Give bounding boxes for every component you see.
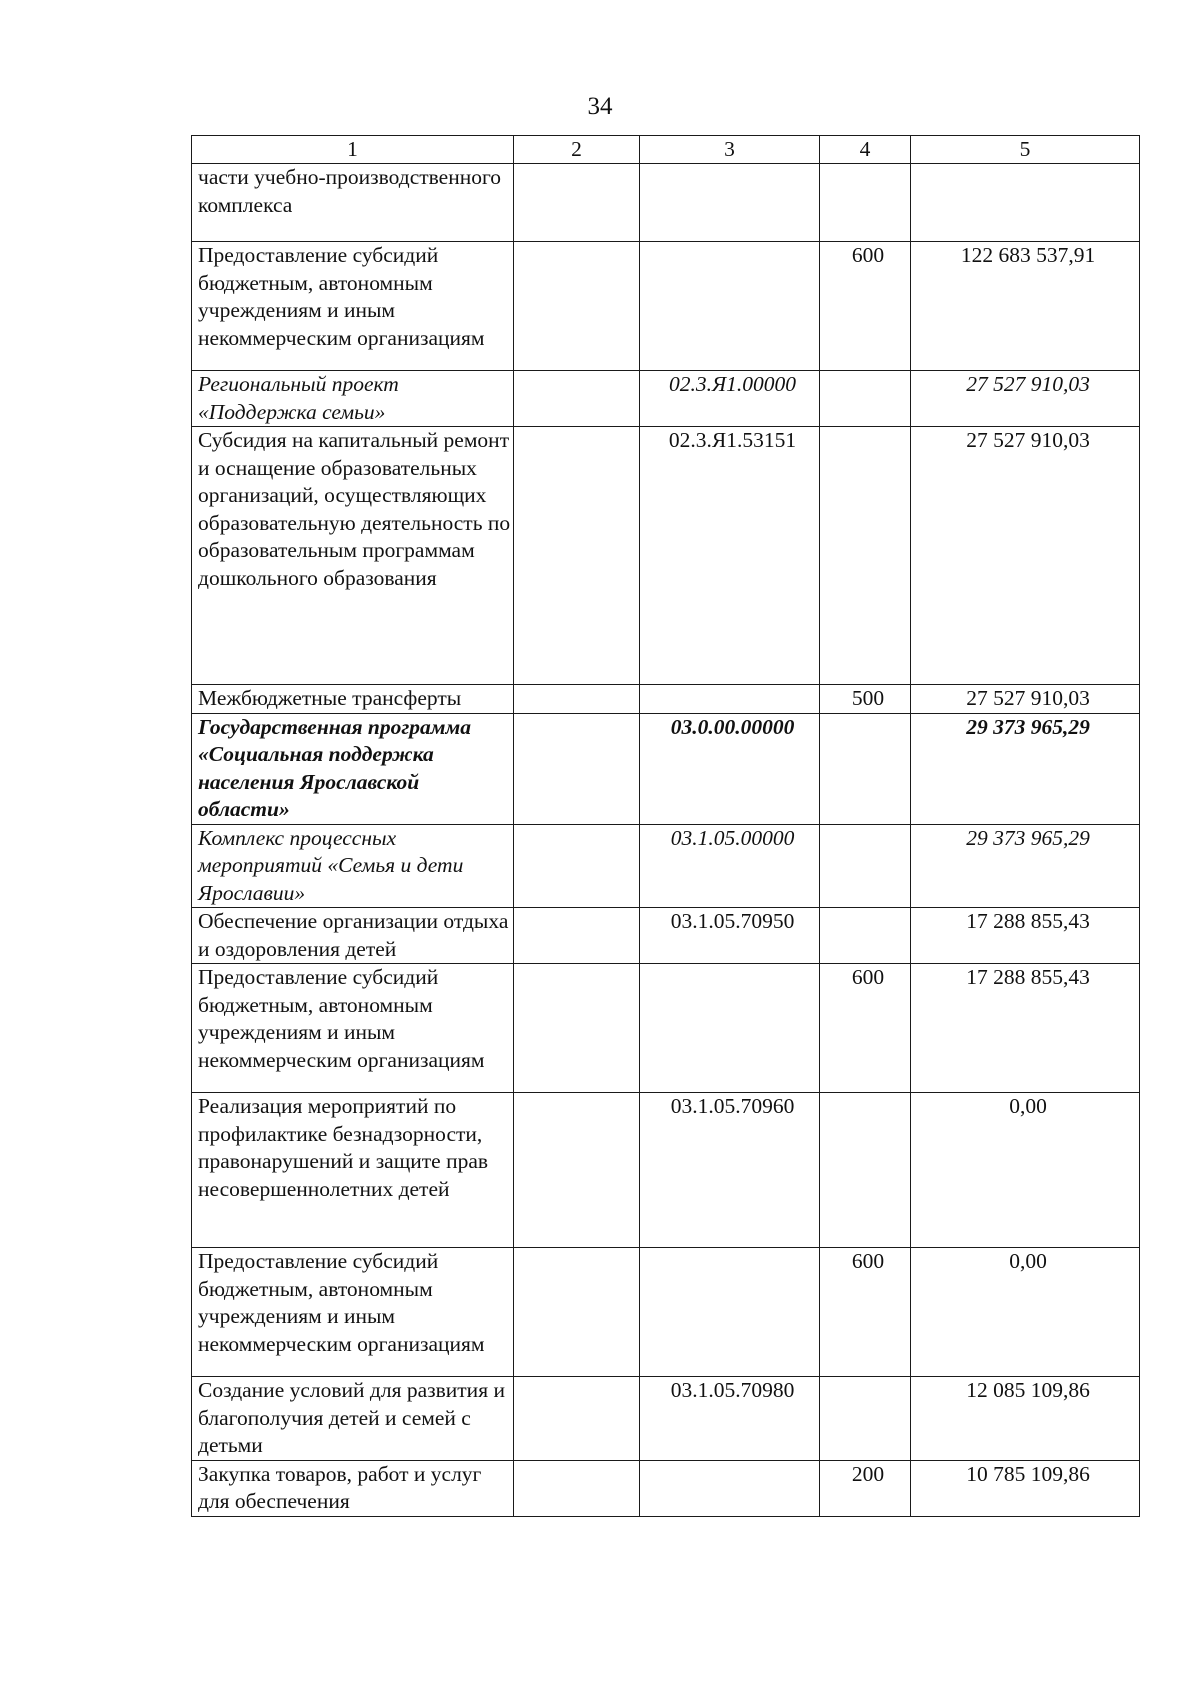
row-amount-cell bbox=[911, 164, 1140, 242]
row-col2-cell bbox=[514, 824, 640, 908]
table-row bbox=[192, 242, 1140, 371]
row-amount-cell: 17 288 855,43 bbox=[911, 964, 1140, 1093]
budget-table bbox=[191, 135, 1140, 1517]
table-row bbox=[192, 164, 1140, 242]
table-row bbox=[192, 824, 1140, 908]
row-expense-type-cell bbox=[820, 824, 911, 908]
row-name-cell: Региональный проект «Поддержка семьи» bbox=[192, 371, 514, 427]
row-name-cell: части учебно-производственного комплекса bbox=[192, 164, 514, 242]
row-amount-cell: 29 373 965,29 bbox=[911, 824, 1140, 908]
row-col2-cell bbox=[514, 1460, 640, 1516]
row-expense-type-cell bbox=[820, 1377, 911, 1461]
row-col2-cell bbox=[514, 164, 640, 242]
row-name-cell: Предоставление субсидий бюджетным, автономным учреждениям и иным некоммерческим организациям bbox=[192, 964, 514, 1093]
table-row bbox=[192, 713, 1140, 824]
row-amount-cell: 0,00 bbox=[911, 1248, 1140, 1377]
row-expense-type-cell bbox=[820, 427, 911, 685]
row-name-cell: Комплекс процессных мероприятий «Семья и дети Ярославии» bbox=[192, 824, 514, 908]
row-col2-cell bbox=[514, 1377, 640, 1461]
row-expense-type-cell bbox=[820, 908, 911, 964]
row-col2-cell bbox=[514, 908, 640, 964]
header-col-4: 4 bbox=[820, 136, 911, 164]
table-row bbox=[192, 371, 1140, 427]
row-code-cell bbox=[640, 1460, 820, 1516]
row-name-cell: Субсидия на капитальный ремонт и оснащение образовательных организаций, осуществляющих образовательную деятельность по образовательным программам дошкольного образования bbox=[192, 427, 514, 685]
row-expense-type-cell bbox=[820, 713, 911, 824]
row-code-cell bbox=[640, 685, 820, 714]
row-code-cell: 03.1.05.70980 bbox=[640, 1377, 820, 1461]
row-name-cell: Предоставление субсидий бюджетным, автономным учреждениям и иным некоммерческим организациям bbox=[192, 242, 514, 371]
row-col2-cell bbox=[514, 371, 640, 427]
table-row bbox=[192, 427, 1140, 685]
table-row bbox=[192, 1248, 1140, 1377]
row-name-cell: Государственная программа «Социальная поддержка населения Ярославской области» bbox=[192, 713, 514, 824]
row-amount-cell: 27 527 910,03 bbox=[911, 371, 1140, 427]
row-name-cell: Обеспечение организации отдыха и оздоровления детей bbox=[192, 908, 514, 964]
table-row bbox=[192, 685, 1140, 714]
row-amount-cell: 0,00 bbox=[911, 1093, 1140, 1248]
table-row bbox=[192, 908, 1140, 964]
row-amount-cell: 27 527 910,03 bbox=[911, 427, 1140, 685]
row-col2-cell bbox=[514, 685, 640, 714]
row-code-cell: 02.3.Я1.53151 bbox=[640, 427, 820, 685]
row-code-cell: 03.1.05.00000 bbox=[640, 824, 820, 908]
row-amount-cell: 27 527 910,03 bbox=[911, 685, 1140, 714]
row-expense-type-cell: 500 bbox=[820, 685, 911, 714]
row-code-cell: 03.1.05.70960 bbox=[640, 1093, 820, 1248]
row-amount-cell: 10 785 109,86 bbox=[911, 1460, 1140, 1516]
row-amount-cell: 17 288 855,43 bbox=[911, 908, 1140, 964]
row-name-cell: Реализация мероприятий по профилактике безнадзорности, правонарушений и защите прав несовершеннолетних детей bbox=[192, 1093, 514, 1248]
row-col2-cell bbox=[514, 713, 640, 824]
row-col2-cell bbox=[514, 1093, 640, 1248]
row-col2-cell bbox=[514, 427, 640, 685]
row-expense-type-cell bbox=[820, 164, 911, 242]
row-name-cell: Межбюджетные трансферты bbox=[192, 685, 514, 714]
row-expense-type-cell: 600 bbox=[820, 242, 911, 371]
table-header-row bbox=[192, 136, 1140, 164]
row-amount-cell: 29 373 965,29 bbox=[911, 713, 1140, 824]
row-col2-cell bbox=[514, 1248, 640, 1377]
header-col-3: 3 bbox=[640, 136, 820, 164]
row-expense-type-cell: 600 bbox=[820, 964, 911, 1093]
row-expense-type-cell bbox=[820, 371, 911, 427]
row-name-cell: Закупка товаров, работ и услуг для обеспечения bbox=[192, 1460, 514, 1516]
row-code-cell: 03.0.00.00000 bbox=[640, 713, 820, 824]
row-name-cell: Создание условий для развития и благополучия детей и семей с детьми bbox=[192, 1377, 514, 1461]
row-code-cell bbox=[640, 164, 820, 242]
row-col2-cell bbox=[514, 242, 640, 371]
table-row bbox=[192, 1460, 1140, 1516]
table-body bbox=[192, 164, 1140, 1517]
table-row bbox=[192, 964, 1140, 1093]
row-col2-cell bbox=[514, 964, 640, 1093]
row-code-cell: 02.3.Я1.00000 bbox=[640, 371, 820, 427]
row-code-cell bbox=[640, 242, 820, 371]
row-amount-cell: 12 085 109,86 bbox=[911, 1377, 1140, 1461]
table-row bbox=[192, 1093, 1140, 1248]
row-expense-type-cell: 600 bbox=[820, 1248, 911, 1377]
row-amount-cell: 122 683 537,91 bbox=[911, 242, 1140, 371]
header-col-1: 1 bbox=[192, 136, 514, 164]
page-number: 34 bbox=[587, 93, 613, 120]
row-code-cell bbox=[640, 1248, 820, 1377]
header-col-5: 5 bbox=[911, 136, 1140, 164]
row-code-cell bbox=[640, 964, 820, 1093]
row-expense-type-cell: 200 bbox=[820, 1460, 911, 1516]
row-name-cell: Предоставление субсидий бюджетным, автономным учреждениям и иным некоммерческим организациям bbox=[192, 1248, 514, 1377]
row-code-cell: 03.1.05.70950 bbox=[640, 908, 820, 964]
table-row bbox=[192, 1377, 1140, 1461]
header-col-2: 2 bbox=[514, 136, 640, 164]
row-expense-type-cell bbox=[820, 1093, 911, 1248]
